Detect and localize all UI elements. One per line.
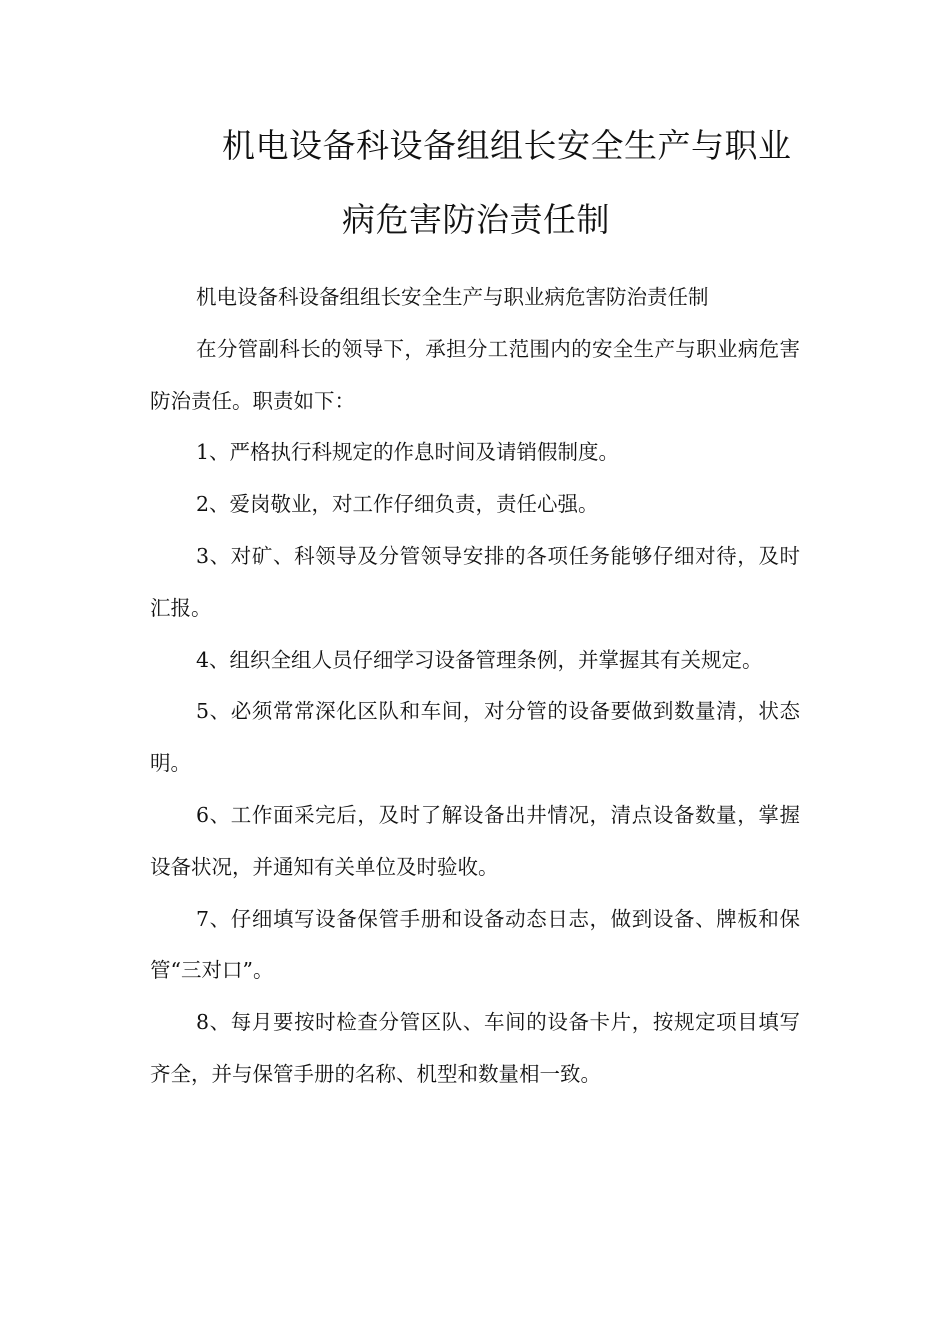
paragraph-intro: 在分管副科长的领导下，承担分工范围内的安全生产与职业病危害防治责任。职责如下： — [150, 336, 800, 413]
paragraph-item-7: 7、仔细填写设备保管手册和设备动态日志，做到设备、牌板和保管“三对口”。 — [150, 906, 800, 983]
paragraph-item-1: 1、严格执行科规定的作息时间及请销假制度。 — [196, 440, 620, 465]
document-title-line-1: 机电设备科设备组组长安全生产与职业 — [222, 126, 792, 165]
document-body — [150, 272, 800, 1101]
paragraph-item-8: 8、每月要按时检查分管区队、车间的设备卡片，按规定项目填写齐全，并与保管手册的名称、机型和数量相一致。 — [150, 1010, 800, 1086]
paragraph-item-3: 3、对矿、科领导及分管领导安排的各项任务能够仔细对待，及时汇报。 — [150, 543, 800, 620]
paragraph-item-5: 5、必须常常深化区队和车间，对分管的设备要做到数量清，状态明。 — [150, 699, 800, 776]
paragraph-subtitle: 机电设备科设备组组长安全生产与职业病危害防治责任制 — [196, 285, 709, 309]
document-title-line-2: 病危害防治责任制 — [342, 200, 610, 239]
paragraph-item-4: 4、组织全组人员仔细学习设备管理条例，并掌握其有关规定。 — [196, 647, 763, 672]
paragraph-item-6: 6、工作面采完后，及时了解设备出井情况，清点设备数量，掌握设备状况，并通知有关单位及时验收。 — [150, 802, 800, 879]
paragraph-item-2: 2、爱岗敬业，对工作仔细负责，责任心强。 — [196, 492, 599, 517]
